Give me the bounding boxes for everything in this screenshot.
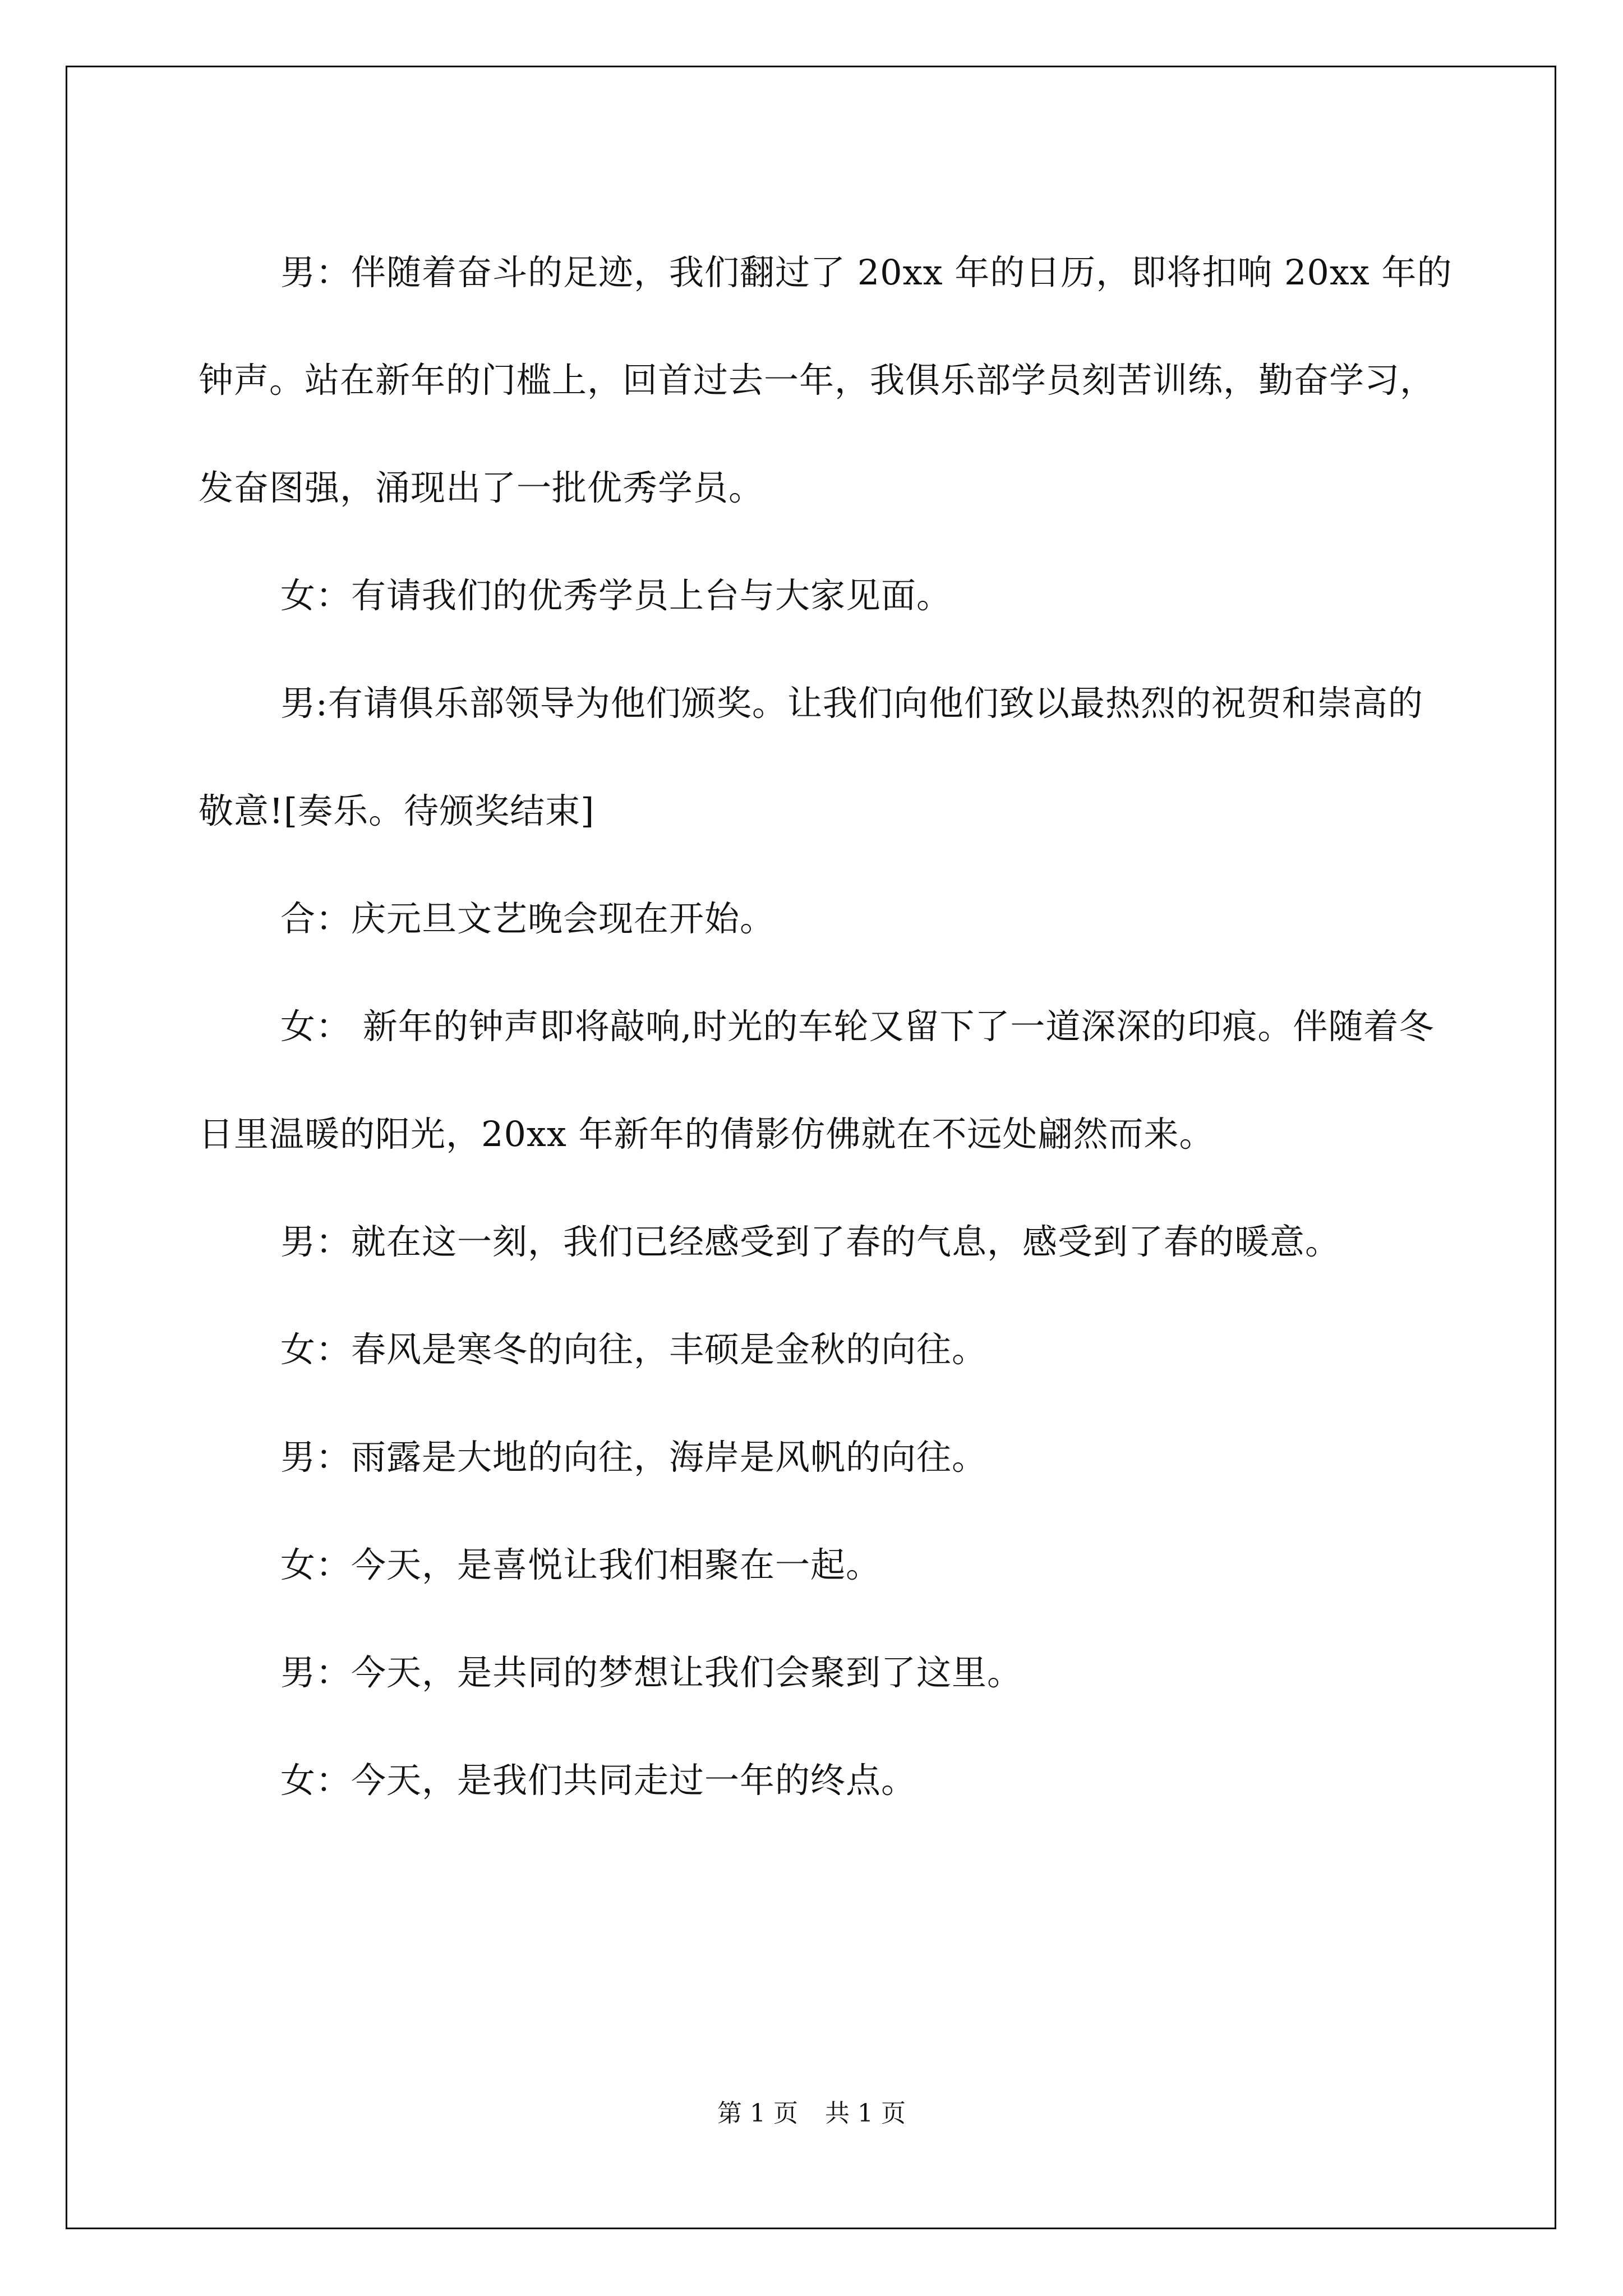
page-number: 第 1 页	[717, 2099, 798, 2128]
paragraph: 男：就在这一刻，我们已经感受到了春的气息，感受到了春的暖意。	[280, 1221, 1341, 1262]
paragraph: 女：有请我们的优秀学员上台与大家见面。	[280, 575, 952, 616]
page-footer	[0, 2097, 1623, 2131]
paragraph: 合：庆元旦文艺晚会现在开始。	[280, 898, 776, 939]
paragraph: 男:有请俱乐部领导为他们颁奖。让我们向他们致以最热烈的祝贺和崇高的敬意![奏乐。待颁奖结束]	[199, 683, 1423, 831]
paragraph: 女：春风是寒冬的向往，丰硕是金秋的向往。	[280, 1329, 988, 1370]
paragraph: 男：伴随着奋斗的足迹，我们翻过了 20xx 年的日历，即将扣响 20xx 年的钟声。站在新年的门槛上，回首过去一年，我俱乐部学员刻苦训练，勤奋学习，发奋图强，涌现出了一批优秀学员。	[199, 252, 1453, 508]
paragraph: 女： 新年的钟声即将敲响,时光的车轮又留下了一道深深的印痕。伴随着冬日里温暖的阳光，20xx 年新年的倩影仿佛就在不远处翩然而来。	[199, 1006, 1435, 1154]
paragraph: 女：今天，是我们共同走过一年的终点。	[280, 1760, 917, 1801]
paragraph: 男：今天，是共同的梦想让我们会聚到了这里。	[280, 1652, 1023, 1693]
document-body	[199, 219, 1455, 1834]
page-total: 共 1 页	[825, 2099, 906, 2128]
paragraph: 女：今天，是喜悦让我们相聚在一起。	[280, 1544, 882, 1585]
paragraph: 男：雨露是大地的向往，海岸是风帆的向往。	[280, 1437, 988, 1478]
